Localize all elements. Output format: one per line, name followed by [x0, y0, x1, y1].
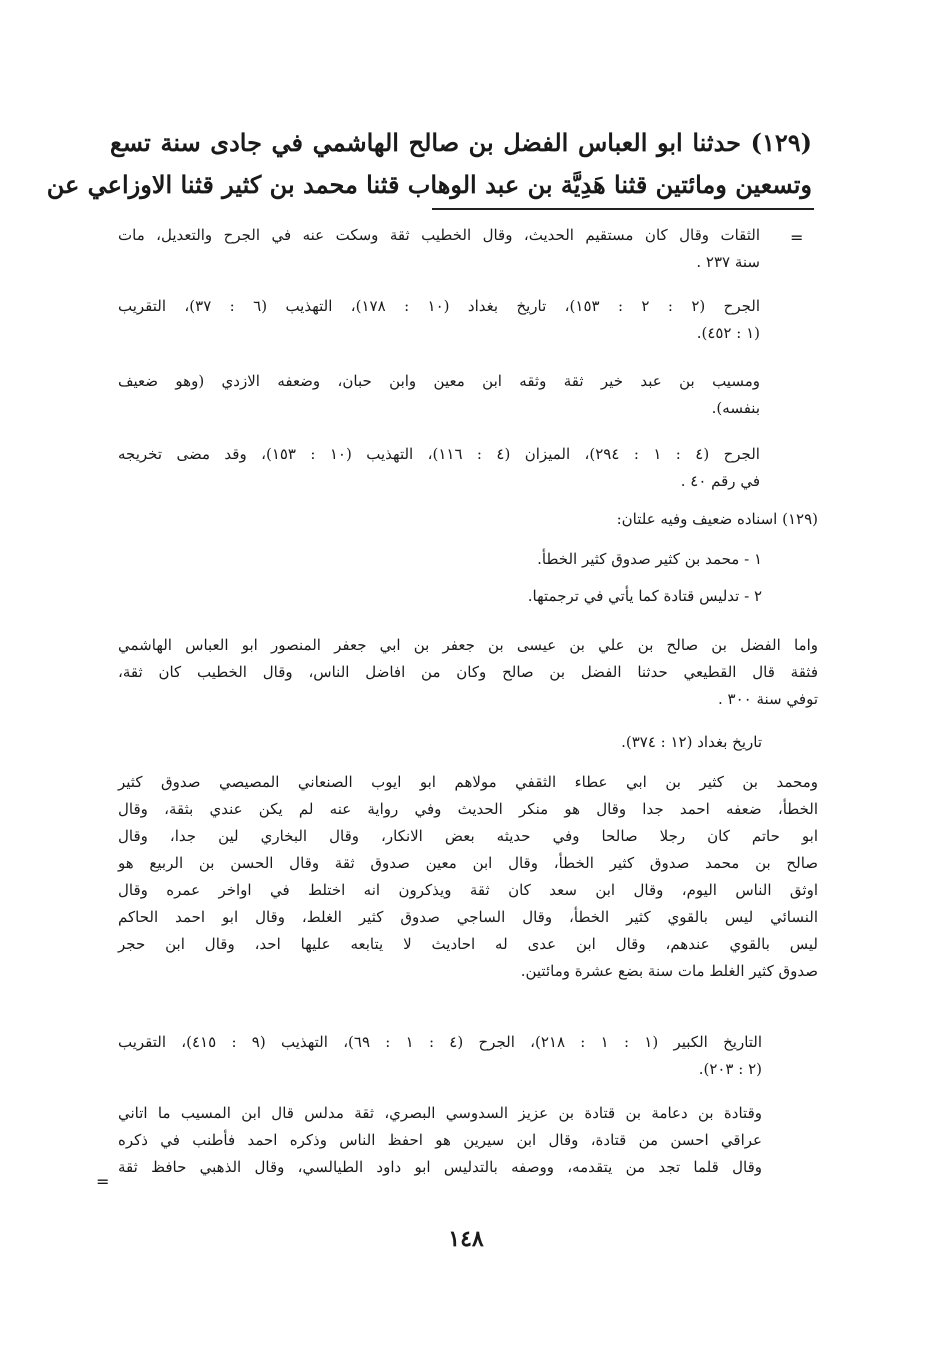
- footnote-separator: [432, 208, 814, 210]
- footnote-line: عراقي احسن من قتادة، وقال ابن سيرين هو احفظ الناس وذكره احمد فأطنب في ذكره: [118, 1131, 762, 1149]
- footnote-line: صالح بن محمد صدوق كثير الخطأ، وقال ابن معين صدوق ثقة وقال الحسن بن الربيع هو: [118, 854, 818, 872]
- reason-item: ١ - محمد بن كثير صدوق كثير الخطأ.: [537, 550, 762, 568]
- footnote-line: صدوق كثير الغلط مات سنة بضع عشرة ومائتين.: [520, 962, 818, 980]
- footnote-line: في رقم ٤٠ .: [680, 472, 760, 490]
- footnote-line: سنة ٢٣٧ .: [696, 253, 760, 271]
- footnote-line: وقال قلما تجد من يتقدمه، ووصفه بالتدليس ابو داود الطيالسي، وقال الذهبي حافظ ثقة: [118, 1158, 762, 1176]
- paragraph-muhammad-ibn-kathir: [118, 769, 818, 985]
- footnote-line: واما الفضل بن صالح بن علي بن عيسى بن جعفر بن ابي جعفر المنصور ابو العباس الهاشمي: [118, 636, 818, 654]
- reference-muhammad-ibn-kathir: [118, 1029, 762, 1083]
- footnote-line: وقتادة بن دعامة بن قتادة بن عزيز السدوسي البصري، ثقة مدلس قال ابن المسيب ما اتاني: [118, 1104, 762, 1122]
- footnote-line: ومحمد بن كثير بن ابي عطاء الثقفي مولاهم ابو ايوب الصنعاني المصيصي صدوق كثير: [118, 773, 818, 791]
- footnote-line: ليس بالقوي عندهم، وقال ابن عدى له احاديث لا يتابعه عليها احد، وقال ابن حجر: [118, 935, 818, 953]
- paragraph-fadl: [118, 632, 818, 713]
- reason-item: ٢ - تدليس قتادة كما يأتي في ترجمتها.: [527, 587, 762, 605]
- footnote-prev-3: [118, 368, 760, 422]
- continuation-mark-top: =: [790, 228, 804, 247]
- footnote-line: فثقة قال القطيعي حدثنا الفضل بن صالح وكان من افاضل الناس، وقال الخطيب كان ثقة،: [118, 663, 818, 681]
- footnote-line: ومسيب بن عبد خير ثقة وثقه ابن معين وابن حبان، وضعفه الازدي (وهو ضعيف: [118, 372, 760, 390]
- footnote-line: بنفسه).: [711, 399, 760, 417]
- hadith-text: [46, 122, 812, 206]
- footnote-line: الثقات وقال كان مستقيم الحديث، وقال الخطيب ثقة وسكت عنه في الجرح والتعديل، مات: [118, 226, 761, 244]
- footnote-line: (١٢٩) اسناده ضعيف وفيه علتان:: [616, 510, 818, 528]
- footnote-line: (٢ : ٢٠٣).: [698, 1060, 762, 1078]
- footnote-line: اوثق الناس اليوم، وقال ابن سعد كان ثقة ويذكرون انه اختلط في اواخر عمره وقال: [118, 881, 818, 899]
- footnote-line: التاريخ الكبير (١ : ١ : ٢١٨)، الجرح (٤ : ١ : ٦٩)، التهذيب (٩ : ٤١٥)، التقريب: [118, 1033, 763, 1051]
- footnote-line: توفي سنة ٣٠٠ .: [718, 690, 818, 708]
- footnote-129-reasons: [118, 546, 762, 610]
- reference-fadl: [118, 729, 762, 756]
- footnote-prev-2: [118, 293, 760, 347]
- page-number: ١٤٨: [448, 1226, 484, 1252]
- footnote-line: الخطأ، ضعفه احمد جدا وقال هو منكر الحديث وفي رواية عنه لم يكن عندي بثقة، وقال: [118, 800, 818, 818]
- footnote-line: (١ : ٤٥٢).: [696, 324, 760, 342]
- footnote-129-header: [118, 506, 818, 533]
- footnote-prev-1: [118, 222, 760, 276]
- footnote-line: النسائي ليس بالقوي كثير الخطأ، وقال الساجي صدوق كثير الغلط، وقال ابو احمد الحاكم: [118, 908, 818, 926]
- hadith-line-2: وتسعين ومائتين قثنا هَدِيَّة بن عبد الوهاب قثنا محمد بن كثير قثنا الاوزاعي عن: [46, 170, 812, 199]
- footnote-line: الجرح (٤ : ١ : ٢٩٤)، الميزان (٤ : ١١٦)، التهذيب (١٠ : ١٥٣)، وقد مضى تخريجه: [118, 445, 760, 463]
- footnote-line: تاريخ بغداد (١٢ : ٣٧٤).: [621, 733, 762, 751]
- paragraph-qatada: [118, 1100, 762, 1181]
- footnote-line: ابو حاتم كان رجلا صالحا وفي حديثه بعض الانكار، وقال البخاري لين جدا، وقال: [118, 827, 818, 845]
- hadith-line-1: (١٢٩) حدثنا ابو العباس الفضل بن صالح الهاشمي في جادى سنة تسع: [110, 128, 812, 157]
- footnote-line: الجرح (٢ : ٢ : ١٥٣)، تاريخ بغداد (١٠ : ١٧٨)، التهذيب (٦ : ٣٧)، التقريب: [118, 297, 761, 315]
- footnote-prev-4: [118, 441, 760, 495]
- continuation-mark-bottom: =: [96, 1172, 110, 1191]
